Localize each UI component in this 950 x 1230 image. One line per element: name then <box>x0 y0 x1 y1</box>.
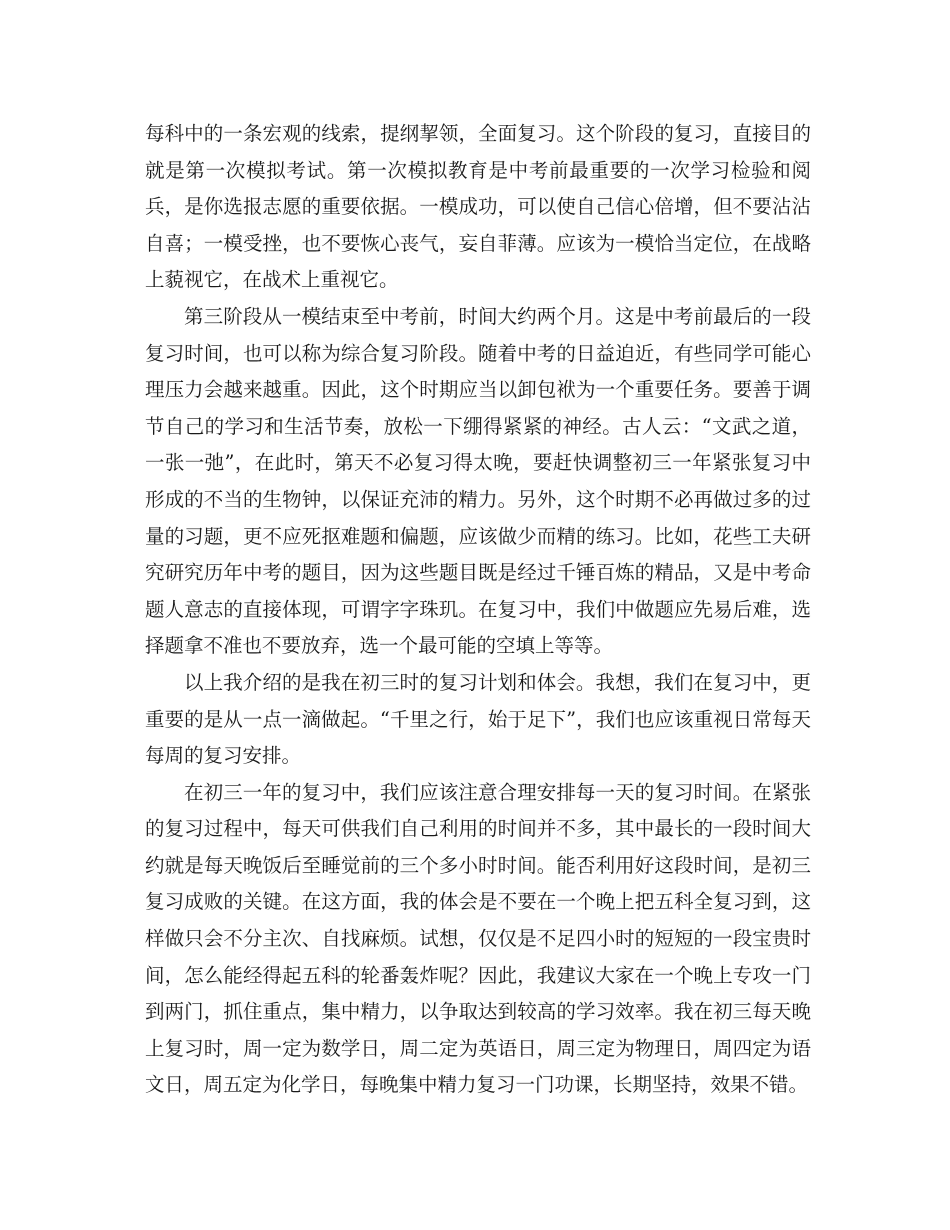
paragraph-3: 以上我介绍的是我在初三时的复习计划和体会。我想，我们在复习中，更重要的是从一点一滴做起。“千里之行，始于足下”，我们也应该重视日常每天每周的复习安排。 <box>145 670 811 768</box>
paragraph-1: 每科中的一条宏观的线索，提纲挈领，全面复习。这个阶段的复习，直接目的就是第一次模拟考试。第一次模拟教育是中考前最重要的一次学习检验和阅兵，是你选报志愿的重要依据。一模成功，可以使自己信心倍增，但不要沾沾自喜；一模受挫，也不要恢心丧气，妄自菲薄。应该为一模恰当定位，在战略上藐视它，在战术上重视它。 <box>145 122 811 292</box>
document-body <box>145 116 811 1104</box>
paragraph-2: 第三阶段从一模结束至中考前，时间大约两个月。这是中考前最后的一段复习时间，也可以称为综合复习阶段。随着中考的日益迫近，有些同学可能心理压力会越来越重。因此，这个时期应当以卸包袱为一个重要任务。要善于调节自己的学习和生活节奏，放松一下绷得紧紧的神经。古人云：“文武之道，一张一弛”，在此时，第天不必复习得太晚，要赶快调整初三一年紧张复习中形成的不当的生物钟，以保证充沛的精力。另外，这个时期不必再做过多的过量的习题，更不应死抠难题和偏题，应该做少而精的练习。比如，花些工夫研究研究历年中考的题目，因为这些题目既是经过千锤百炼的精品，又是中考命题人意志的直接体现，可谓字字珠玑。在复习中，我们中做题应先易后难，选择题拿不准也不要放弃，选一个最可能的空填上等等。 <box>145 304 811 658</box>
paragraph-4: 在初三一年的复习中，我们应该注意合理安排每一天的复习时间。在紧张的复习过程中，每天可供我们自己利用的时间并不多，其中最长的一段时间大约就是每天晚饭后至睡觉前的三个多小时时间。能否利用好这段时间，是初三复习成败的关键。在这方面，我的体会是不要在一个晚上把五科全复习到，这样做只会不分主次、自找麻烦。试想，仅仅是不足四小时的短短的一段宝贵时间，怎么能经得起五科的轮番轰炸呢？因此，我建议大家在一个晚上专攻一门到两门，抓住重点，集中精力，以争取达到较高的学习效率。我在初三每天晚上复习时，周一定为数学日，周二定为英语日，周三定为物理日，周四定为语文日，周五定为化学日，每晚集中精力复习一门功课，长期坚持，效果不错。 <box>145 780 811 1097</box>
